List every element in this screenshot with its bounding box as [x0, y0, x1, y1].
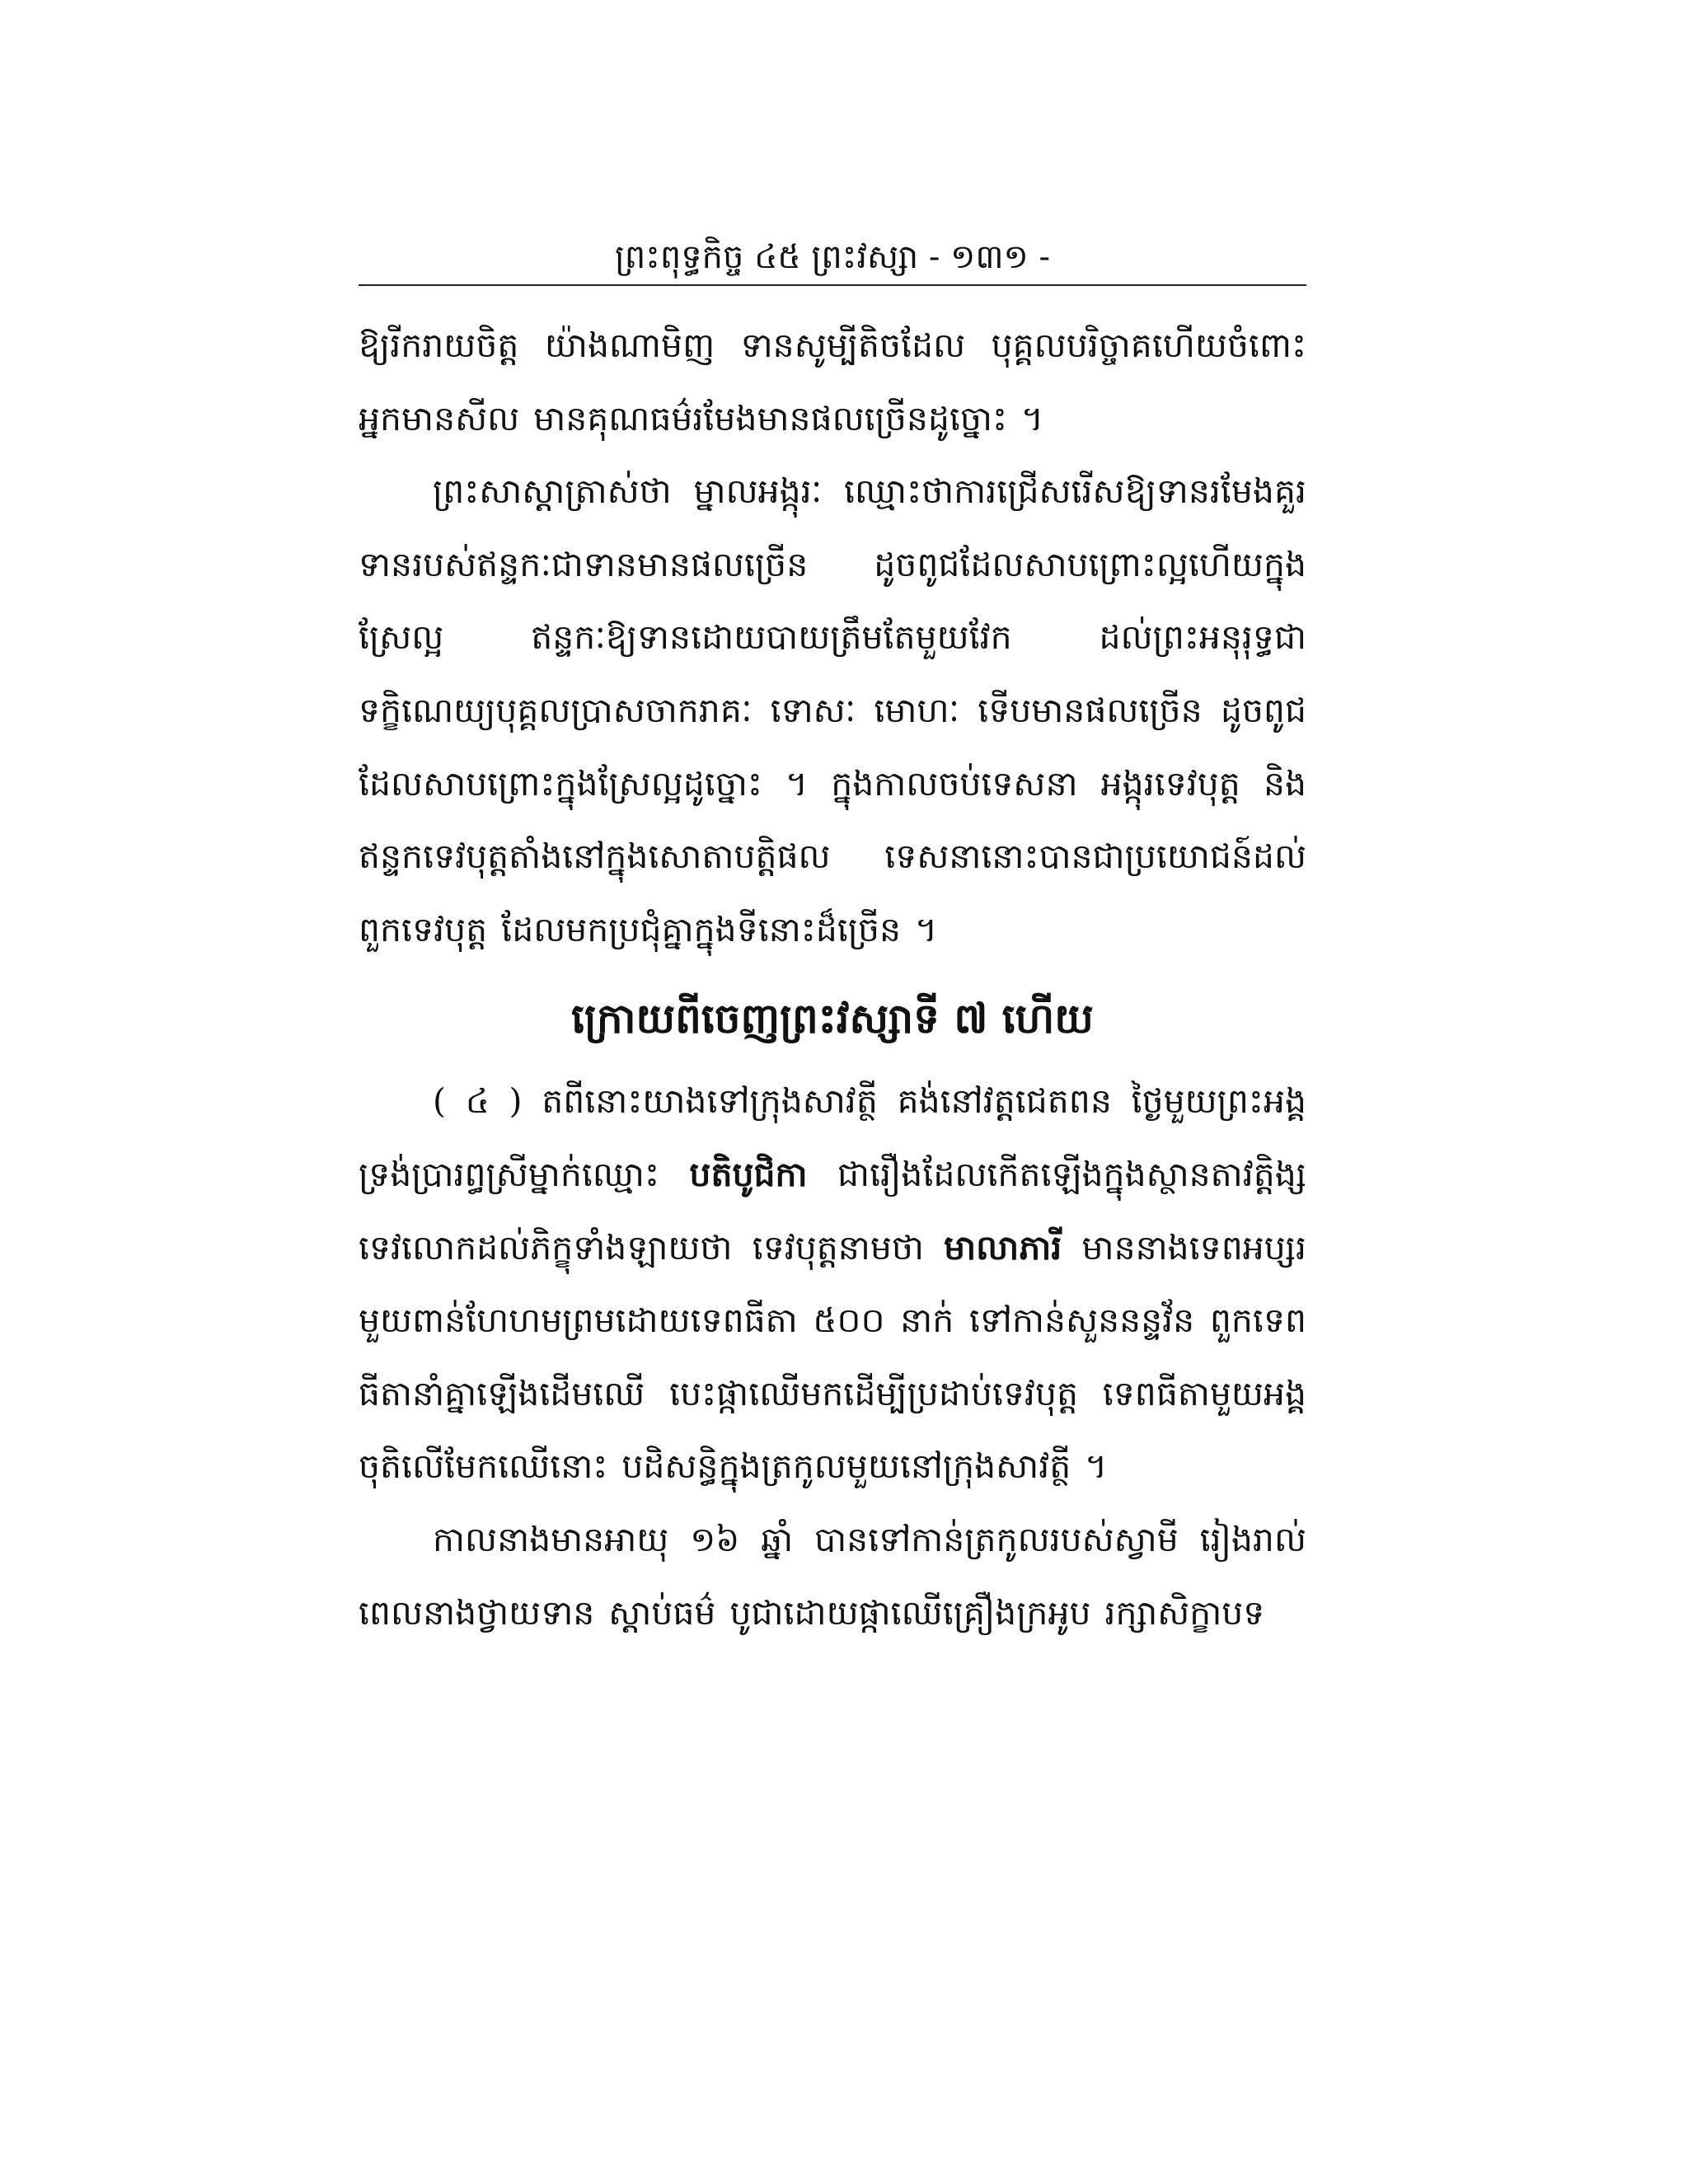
- running-header: ព្រះពុទ្ធកិច្ច ៤៥ ព្រះវស្សា - ១៣១ -: [614, 238, 1051, 276]
- name-malabhari: មាលាភារី: [944, 1227, 1062, 1268]
- paragraph-3: [359, 1065, 1306, 1503]
- header-divider: [359, 284, 1306, 286]
- body-text: [359, 309, 1306, 1649]
- name-patipujika: បតិបូជិកា: [689, 1154, 808, 1194]
- paragraph-4: កាលនាងមានអាយុ ១៦ ឆ្នាំ បានទៅកាន់ត្រកូលរបស់ស្វាមី រៀងរាល់ពេលនាងថ្វាយទាន ស្តាប់ធម៌ បូជាដោយផ្កាឈើគ្រឿងក្រអូប រក្សាសិក្ខាបទ: [359, 1519, 1306, 1633]
- paragraph-3-middle: ជារឿងដែលកើតឡើងក្នុងស្ថានតាវត្តិង្សទេវលោកដល់ភិក្ខុទាំងឡាយថា ទេវបុត្តនាមថា: [359, 1154, 1306, 1268]
- paragraph-3-start: ( ៤ ) តពីនោះយាងទៅក្រុងសាវត្ថី គង់នៅវត្តជេតពន ថ្ងៃមួយព្រះអង្គទ្រង់ប្រារព្ធស្រីម្នាក់ឈ្មោះ: [359, 1081, 1306, 1194]
- paragraph-3-end: មាននាងទេពអប្សរមួយពាន់ហែហមព្រមដោយទេពធីតា ៥០០ នាក់ ទៅកាន់សួននន្ទវ័ន ពួកទេពធីតានាំគ្នាឡើងដើមឈើ បេះផ្កាឈើមកដើម្បីប្រដាប់ទេវបុត្ត ទេពធីតាមួយអង្គចុតិលើមែកឈើនោះ បដិសន្ធិក្នុងត្រកូលមួយនៅក្រុងសាវត្ថី ។: [359, 1227, 1306, 1487]
- paragraph-2: ព្រះសាស្តាត្រាស់ថា ម្នាលអង្កុរៈ ឈ្មោះថាការជ្រើសរើសឱ្យទានរមែងគួរ ទានរបស់ឥន្ទកៈជាទានមានផលច្រើន ដូចពូជដែលសាបព្រោះល្អហើយក្នុងស្រែល្អ ឥន្ទកៈឱ្យទានដោយបាយត្រឹមតែមួយវែក ដល់ព្រះអនុរុទ្ធជាទក្ខិណេយ្យបុគ្គលប្រាសចាករាគៈ ទោសៈ មោហៈ ទើបមានផលច្រើន ដូចពូជដែលសាបព្រោះក្នុងស្រែល្អដូច្នោះ ។ ក្នុងកាលចប់ទេសនា អង្កុរទេវបុត្ត និងឥន្ទកទេវបុត្តតាំងនៅក្នុងសោតាបត្តិផល ទេសនានោះបានជាប្រយោជន៍ដល់ពួកទេវបុត្ត ដែលមកប្រជុំគ្នាក្នុងទីនោះដ៏ច្រើន ។: [359, 471, 1306, 949]
- paragraph-1: ឱ្យរីករាយចិត្ត យ៉ាងណាមិញ ទានសូម្បីតិចដែល បុគ្គលបរិច្ចាគហើយចំពោះអ្នកមានសីល មានគុណធម៌រមែងមានផលច្រើនដូច្នោះ ។: [359, 326, 1306, 438]
- section-heading: ក្រោយពីចេញព្រះវស្សាទី ៧ ហើយ: [571, 994, 1094, 1043]
